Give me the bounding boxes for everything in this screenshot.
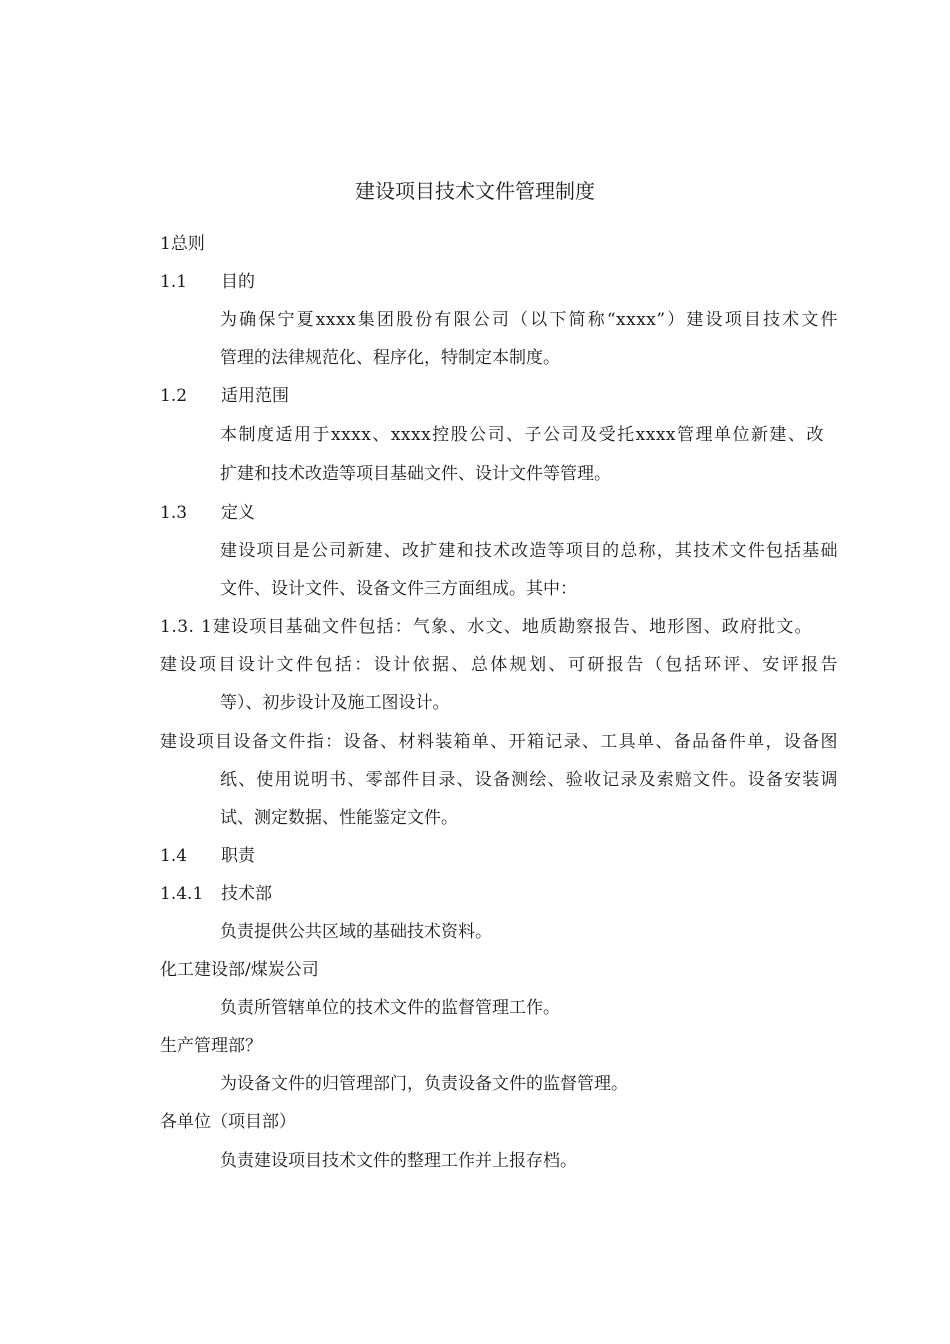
production-management-heading: 生产管理部？ bbox=[160, 1036, 262, 1056]
section-label-definition: 定义 bbox=[221, 503, 255, 523]
section-label-purpose: 目的 bbox=[221, 272, 255, 292]
document-title: 建设项目技术文件管理制度 bbox=[355, 179, 595, 203]
purpose-paragraph-line-2: 管理的法律规范化、程序化，特制定本制度。 bbox=[220, 348, 560, 368]
scope-paragraph-line-1: 本制度适用于xxxx、xxxx控股公司、子公司及受托xxxx管理单位新建、改 bbox=[220, 425, 824, 445]
units-paragraph: 负责建设项目技术文件的整理工作并上报存档。 bbox=[220, 1151, 577, 1171]
basic-files-line: 1.3. 1建设项目基础文件包括：气象、水文、地质勘察报告、地形图、政府批文。 bbox=[160, 617, 812, 637]
equipment-files-line-2: 纸、使用说明书、零部件目录、设备测绘、验收记录及索赔文件。设备安装调 bbox=[220, 770, 838, 790]
section-number-1-1: 1.1 bbox=[160, 272, 188, 292]
section-number-1-4-1: 1.4.1 bbox=[160, 884, 204, 904]
section-label-scope: 适用范围 bbox=[221, 386, 289, 406]
section-number-1-4: 1.4 bbox=[160, 846, 188, 866]
section-number-1-3: 1.3 bbox=[160, 503, 188, 523]
equipment-files-line-3: 试、测定数据、性能鉴定文件。 bbox=[220, 808, 458, 828]
chemical-construction-heading: 化工建设部/煤炭公司 bbox=[160, 960, 319, 980]
chemical-construction-paragraph: 负责所管辖单位的技术文件的监督管理工作。 bbox=[220, 998, 560, 1018]
production-management-paragraph: 为设备文件的归管理部门，负责设备文件的监督管理。 bbox=[220, 1074, 628, 1094]
section-label-technical-dept: 技术部 bbox=[221, 884, 272, 904]
design-files-line-1: 建设项目设计文件包括：设计依据、总体规划、可研报告（包括环评、安评报告 bbox=[160, 655, 838, 675]
technical-dept-paragraph: 负责提供公共区域的基础技术资料。 bbox=[220, 922, 492, 942]
equipment-files-line-1: 建设项目设备文件指：设备、材料装箱单、开箱记录、工具单、备品备件单，设备图 bbox=[160, 732, 838, 752]
section-label-responsibilities: 职责 bbox=[221, 846, 255, 866]
purpose-paragraph-line-1: 为确保宁夏xxxx集团股份有限公司（以下简称“xxxx”）建设项目技术文件 bbox=[220, 310, 838, 330]
definition-paragraph-line-1: 建设项目是公司新建、改扩建和技术改造等项目的总称，其技术文件包括基础 bbox=[220, 541, 838, 561]
section-heading-general: 1总则 bbox=[160, 234, 205, 254]
section-number-1-2: 1.2 bbox=[160, 386, 188, 406]
design-files-line-2: 等）、初步设计及施工图设计。 bbox=[220, 693, 450, 713]
definition-paragraph-line-2: 文件、设计文件、设备文件三方面组成。其中： bbox=[220, 579, 577, 599]
scope-paragraph-line-2: 扩建和技术改造等项目基础文件、设计文件等管理。 bbox=[220, 464, 611, 484]
units-heading: 各单位（项目部） bbox=[160, 1112, 296, 1132]
